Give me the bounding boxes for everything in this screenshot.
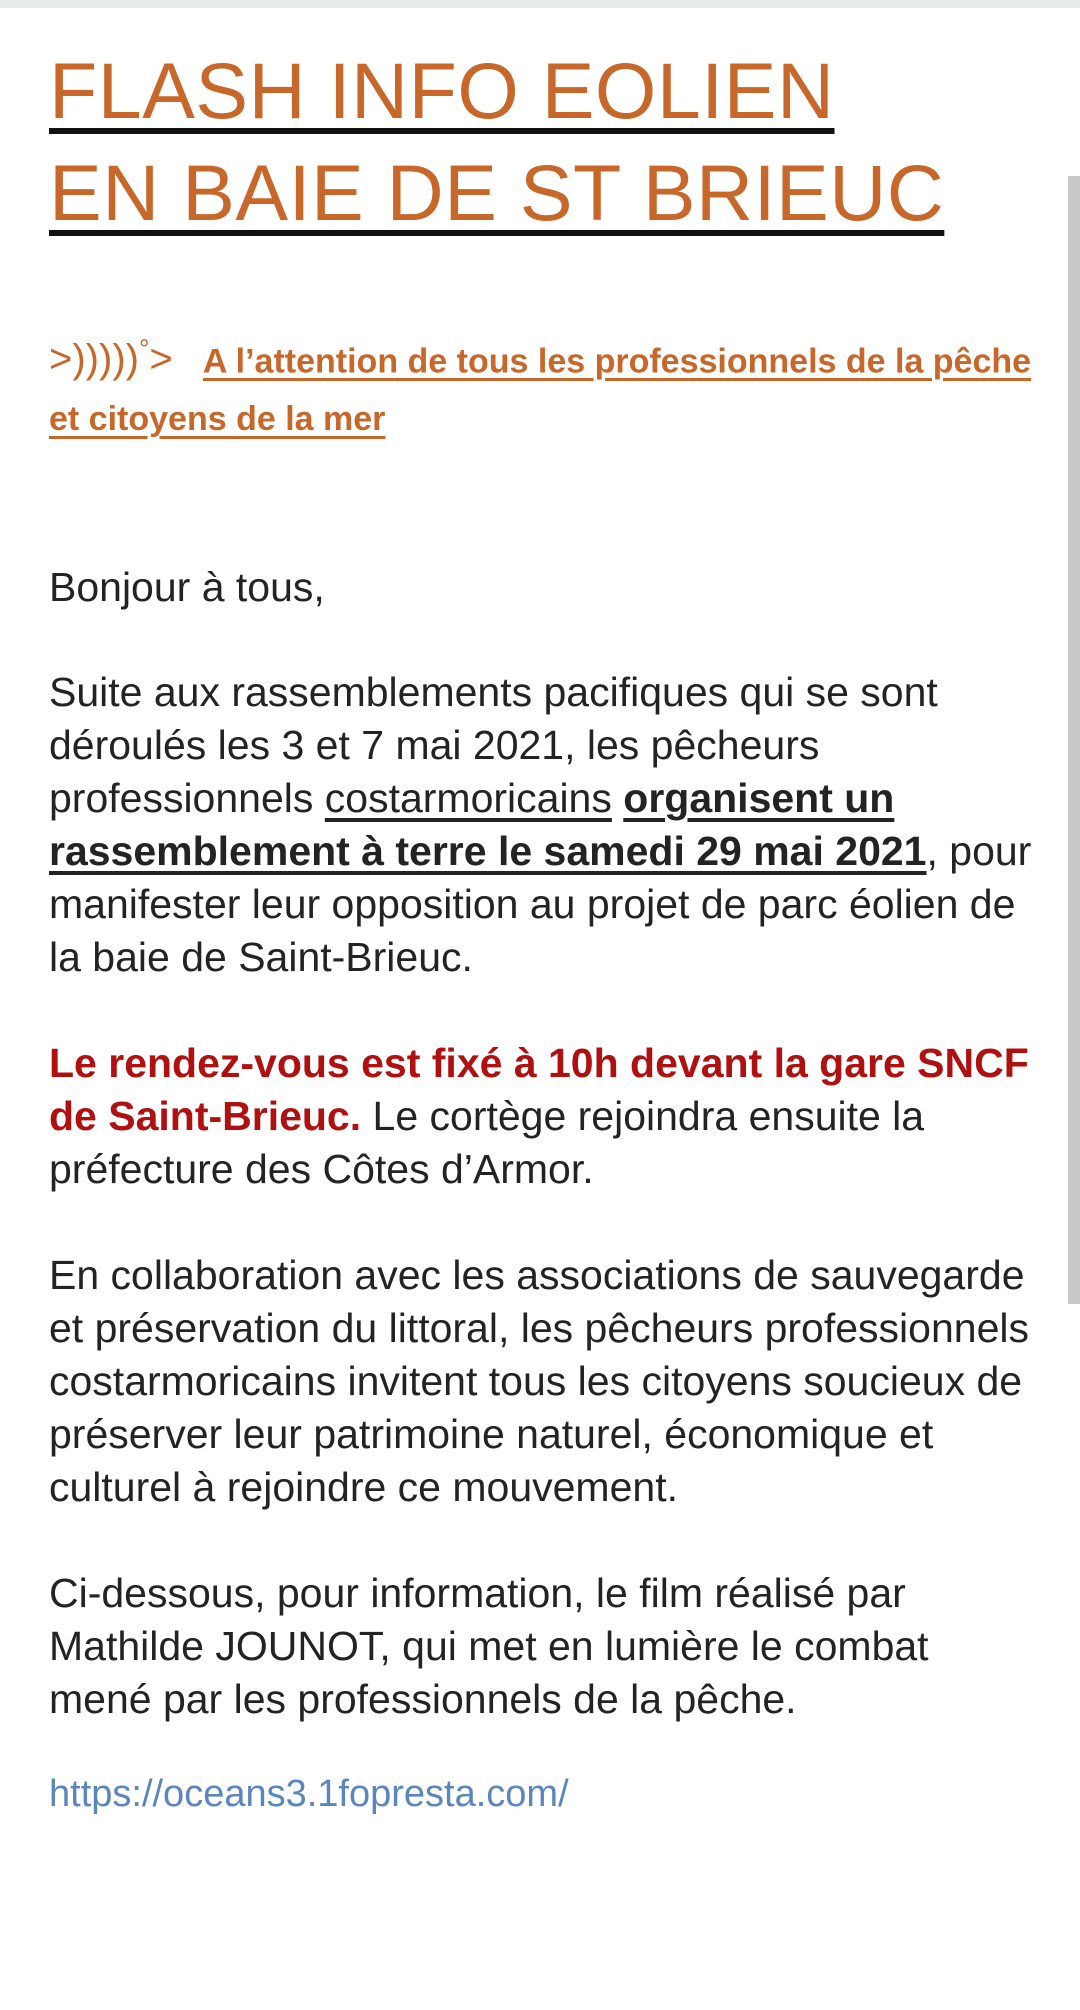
paragraph-gathering [49, 666, 1039, 984]
paragraph-meeting-point [49, 1037, 1039, 1196]
headline-line-1: FLASH INFO EOLIEN [49, 46, 835, 135]
headline [49, 40, 1039, 244]
fish-arrow-tail: > [149, 337, 173, 382]
meeting-point-highlight: Le rendez-vous est fixé à 10h devant la gare SNCF de Saint-Brieuc. [49, 1040, 1029, 1140]
fish-arrow-body: >))))) [49, 337, 139, 382]
p1-event-highlight: organisent un rassemblement à terre le samedi 29 mai 2021 [49, 775, 927, 875]
scrollbar[interactable] [1068, 176, 1080, 1304]
greeting: Bonjour à tous, [49, 564, 325, 611]
message-body [49, 40, 1039, 1819]
attention-text: A l’attention de tous les professionnels de la pêche et citoyens de la mer [49, 342, 1032, 439]
paragraph-film: Ci-dessous, pour information, le film réalisé par Mathilde JOUNOT, qui met en lumière le combat mené par les professionnels de la pêche. [49, 1570, 929, 1723]
p1-outro: , pour manifester leur opposition au projet de parc éolien de la baie de Saint-Brieuc. [49, 828, 1032, 981]
paragraph-collaboration: En collaboration avec les associations de sauvegarde et préservation du littoral, les pêcheurs professionnels costarmoricains invitent tous les citoyens soucieux de préserver leur patrimoine naturel, économique et culturel à rejoindre ce mouvement. [49, 1252, 1029, 1511]
fish-arrow-degree: ° [138, 334, 150, 364]
attention-subhead [49, 320, 1039, 448]
fish-arrow-icon [49, 334, 173, 382]
meeting-point-rest: Le cortège rejoindra ensuite la préfecture des Côtes d’Armor. [49, 1093, 925, 1193]
oceans-link[interactable]: https://oceans3.1fopresta.com/ [49, 1773, 569, 1816]
headline-line-2: EN BAIE DE ST BRIEUC [49, 148, 945, 237]
p1-space [612, 775, 623, 821]
p1-intro: Suite aux rassemblements pacifiques qui se sont déroulés les 3 et 7 mai 2021, les pêcheurs professionnels [49, 669, 938, 822]
top-status-strip [0, 0, 1080, 8]
p1-costarmoricains: costarmoricains [324, 775, 612, 822]
